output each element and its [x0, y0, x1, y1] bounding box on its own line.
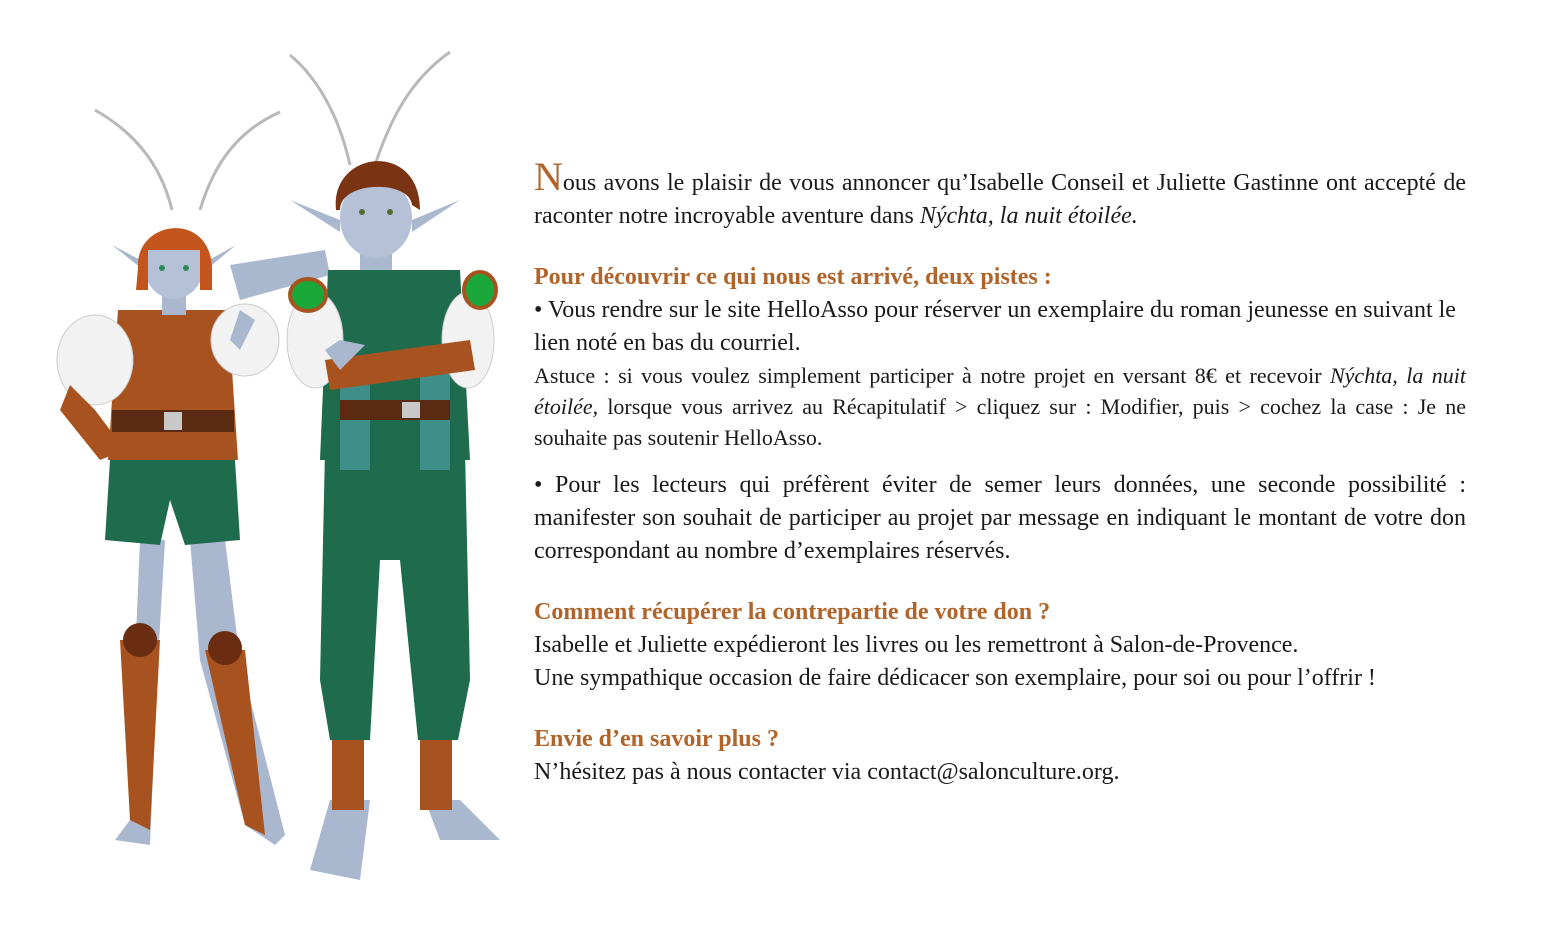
tip-book-title: Nýchta, la nuit étoilée,: [534, 363, 1466, 419]
reward-line-1: Isabelle et Juliette expédieront les livres ou les remettront à Salon-de-Provence.: [534, 632, 1299, 658]
bullet-message: • Pour les lecteurs qui préfèrent éviter de semer leurs données, une seconde possibilité : manifester son souhait de participer au projet par message en indiquant le montant de votre don correspondant au nombre d’exemplaires réservés.: [534, 472, 1466, 564]
elf-girl-figure: [57, 110, 330, 845]
intro-text: ous avons le plaisir de vous annoncer qu’Isabelle Conseil et Juliette Gastinne ont accepté de raconter notre incroyable aventure dans: [534, 170, 1466, 229]
elf-characters-illustration: [40, 40, 520, 900]
section-heading-discover: Pour découvrir ce qui nous est arrivé, deux pistes :: [534, 264, 1052, 290]
bullet-helloasso: • Vous rendre sur le site HelloAsso pour réserver un exemplaire du roman jeunesse en suivant le lien noté en bas du courriel.: [534, 297, 1456, 356]
drop-cap: N: [534, 154, 563, 199]
book-title: Nýchta, la nuit étoilée.: [919, 203, 1138, 229]
tip-text-end: lorsque vous arrivez au Récapitulatif > cliquez sur : Modifier, puis > cochez la case : Je ne souhaite pas soutenir HelloAsso.: [534, 394, 1466, 450]
intro-paragraph: [534, 154, 1466, 233]
contact-line: N’hésitez pas à nous contacter via contact@salonculture.org.: [534, 759, 1120, 785]
section-heading-reward: Comment récupérer la contrepartie de votre don ?: [534, 599, 1051, 625]
reward-line-2: Une sympathique occasion de faire dédicacer son exemplaire, pour soi ou pour l’offrir !: [534, 665, 1376, 691]
tip-paragraph: [534, 360, 1466, 453]
elf-boy-figure: [287, 52, 500, 880]
newsletter-text: [534, 154, 1466, 789]
section-heading-contact: Envie d’en savoir plus ?: [534, 726, 779, 752]
tip-text-start: Astuce : si vous voulez simplement participer à notre projet en versant 8€ et recevoir: [534, 363, 1330, 388]
